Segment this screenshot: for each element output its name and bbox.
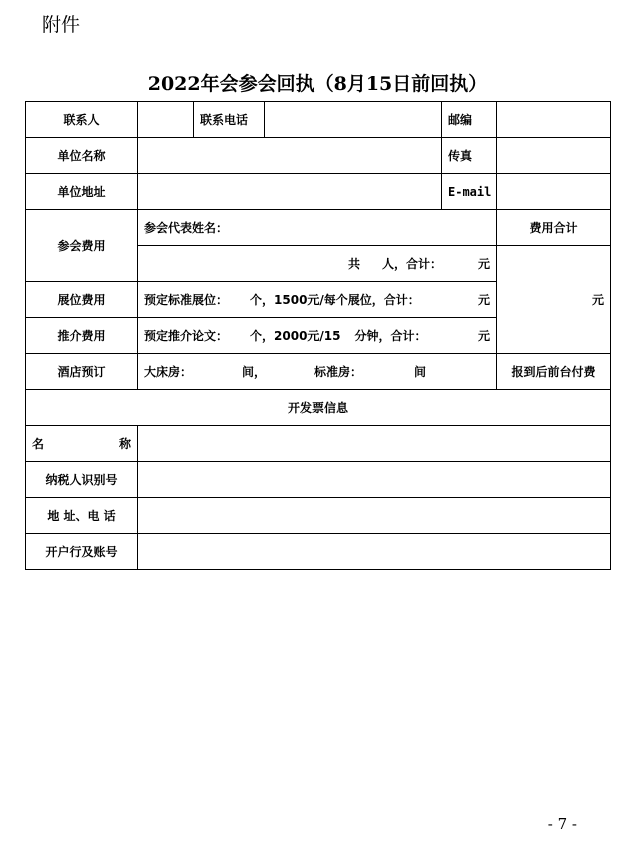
fee-total-unit: 元 [591,293,604,307]
booth-fee-field[interactable] [138,282,497,318]
attendance-yuan: 元 [477,257,490,271]
promo-desc-a: 预定推介论文： [144,329,229,343]
hotel-row [26,354,611,390]
unit-name-value[interactable] [138,138,442,174]
hotel-booking-field[interactable] [138,354,497,390]
hotel-standard-label: 标准房： [314,365,363,379]
attendance-total-field[interactable] [138,246,497,282]
invoice-address-phone-value[interactable] [138,498,611,534]
invoice-name-char2: 称 [118,437,131,451]
page-title: 2022年会参会回执（8月15日前回执） [147,73,488,95]
attendance-total-prefix: 共 [347,257,360,271]
fax-label: 传真 [442,138,497,174]
contact-phone-value[interactable] [265,102,442,138]
attachment-label: 附件 [42,14,81,36]
booth-fee-label: 展位费用 [26,282,138,318]
invoice-address-phone-label: 地 址、电 话 [26,498,138,534]
fee-total-label: 费用合计 [497,210,611,246]
taxpayer-id-label: 纳税人识别号 [26,462,138,498]
unit-address-label: 单位地址 [26,174,138,210]
booth-desc-a: 预定标准展位： [144,293,229,307]
email-label: E-mail [442,174,497,210]
booth-desc-b: 个，1500元/每个展位，合计： [250,293,420,307]
hotel-room-unit-1: 间， [242,365,267,379]
bank-account-label: 开户行及账号 [26,534,138,570]
page-number: - 7 - [547,815,577,833]
booth-yuan: 元 [477,293,490,307]
invoice-taxid-row [26,462,611,498]
fax-value[interactable] [497,138,611,174]
contact-phone-label: 联系电话 [194,102,265,138]
representative-names-field[interactable] [138,210,497,246]
invoice-header: 开发票信息 [26,390,611,426]
attendance-row-names [26,210,611,246]
email-value[interactable] [497,174,611,210]
hotel-label: 酒店预订 [26,354,138,390]
unit-address-row [26,174,611,210]
promo-desc-b: 个，2000元/15 [250,329,341,343]
postcode-value[interactable] [497,102,611,138]
registration-form-table [25,101,611,570]
promo-desc-c: 分钟，合计： [354,329,427,343]
promo-fee-field[interactable] [138,318,497,354]
invoice-header-row [26,390,611,426]
hotel-room-unit-2: 间 [414,365,427,379]
contact-person-value[interactable] [138,102,194,138]
taxpayer-id-value[interactable] [138,462,611,498]
bank-account-value[interactable] [138,534,611,570]
hotel-king-label: 大床房： [144,365,193,379]
attendance-total-mid: 人，合计： [381,257,442,271]
unit-address-value[interactable] [138,174,442,210]
invoice-bank-row [26,534,611,570]
promo-yuan: 元 [477,329,490,343]
contact-row [26,102,611,138]
promo-fee-label: 推介费用 [26,318,138,354]
unit-name-label: 单位名称 [26,138,138,174]
invoice-name-char1: 名 [32,437,80,451]
postcode-label: 邮编 [442,102,497,138]
invoice-address-row [26,498,611,534]
invoice-name-row [26,426,611,462]
attendance-fee-label: 参会费用 [26,210,138,282]
representative-names-label: 参会代表姓名： [144,221,229,235]
unit-name-row [26,138,611,174]
hotel-payment-note: 报到后前台付费 [497,354,611,390]
fee-total-value[interactable] [497,246,611,354]
invoice-name-label [26,426,138,462]
contact-person-label: 联系人 [26,102,138,138]
invoice-name-value[interactable] [138,426,611,462]
